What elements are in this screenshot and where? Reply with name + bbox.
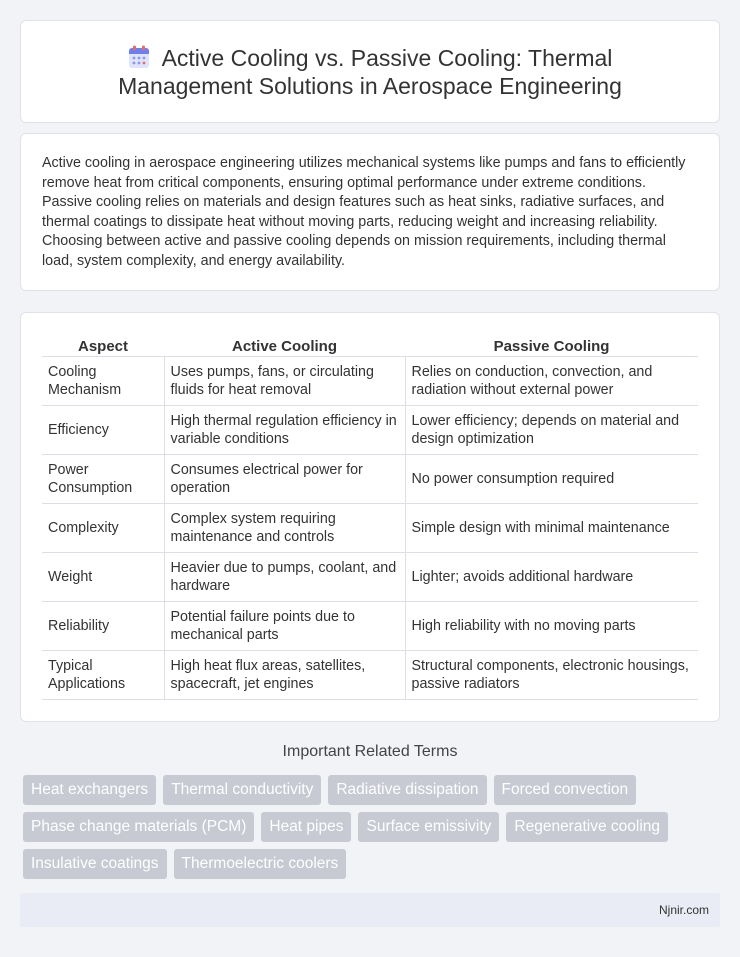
related-term-tag[interactable]: Phase change materials (PCM) bbox=[23, 812, 254, 842]
table-cell-active: Potential failure points due to mechanical parts bbox=[164, 601, 405, 650]
table-row bbox=[42, 503, 698, 552]
related-term-tag[interactable]: Thermal conductivity bbox=[163, 775, 321, 805]
table-header-row bbox=[42, 333, 698, 356]
table-cell-aspect: Complexity bbox=[42, 503, 164, 552]
related-term-tag[interactable]: Regenerative cooling bbox=[506, 812, 668, 842]
table-row bbox=[42, 650, 698, 699]
related-terms-list bbox=[23, 775, 723, 879]
table-cell-passive: High reliability with no moving parts bbox=[405, 601, 698, 650]
table-cell-active: Uses pumps, fans, or circulating fluids for heat removal bbox=[164, 356, 405, 405]
related-term-tag[interactable]: Forced convection bbox=[494, 775, 637, 805]
table-cell-aspect: Power Consumption bbox=[42, 454, 164, 503]
table-cell-aspect: Cooling Mechanism bbox=[42, 356, 164, 405]
intro-card bbox=[20, 133, 720, 291]
table-cell-passive: Relies on conduction, convection, and radiation without external power bbox=[405, 356, 698, 405]
table-row bbox=[42, 356, 698, 405]
related-term-tag[interactable]: Heat exchangers bbox=[23, 775, 156, 805]
table-cell-active: High thermal regulation efficiency in variable conditions bbox=[164, 405, 405, 454]
table-cell-passive: Structural components, electronic housings, passive radiators bbox=[405, 650, 698, 699]
table-cell-passive: No power consumption required bbox=[405, 454, 698, 503]
intro-paragraph: Active cooling in aerospace engineering utilizes mechanical systems like pumps and fans to efficiently remove heat from critical components, ensuring optimal performance under extreme conditions. Passive cooling relies on materials and design features such as heat sinks, radiative surfaces, and thermal coatings to dissipate heat without moving parts, reducing weight and increasing reliability. Choosing between active and passive cooling depends on mission requirements, including thermal load, system complexity, and energy availability. bbox=[42, 155, 686, 269]
column-header-aspect: Aspect bbox=[42, 333, 164, 356]
header-card bbox=[20, 20, 720, 123]
calendar-icon bbox=[128, 45, 150, 69]
table-cell-passive: Simple design with minimal maintenance bbox=[405, 503, 698, 552]
table-row bbox=[42, 405, 698, 454]
table-row bbox=[42, 454, 698, 503]
footer bbox=[20, 893, 720, 927]
table-cell-active: Consumes electrical power for operation bbox=[164, 454, 405, 503]
table-cell-aspect: Weight bbox=[42, 552, 164, 601]
related-term-tag[interactable]: Radiative dissipation bbox=[328, 775, 486, 805]
comparison-table bbox=[42, 333, 698, 700]
footer-site-name[interactable]: Njnir.com bbox=[658, 903, 709, 917]
related-terms-heading: Important Related Terms bbox=[282, 743, 458, 760]
table-cell-aspect: Reliability bbox=[42, 601, 164, 650]
table-row bbox=[42, 552, 698, 601]
page-title-text: Active Cooling vs. Passive Cooling: Thermal Management Solutions in Aerospace Engineering bbox=[118, 44, 622, 99]
table-cell-active: Heavier due to pumps, coolant, and hardware bbox=[164, 552, 405, 601]
related-term-tag[interactable]: Insulative coatings bbox=[23, 849, 167, 879]
table-cell-passive: Lower efficiency; depends on material and design optimization bbox=[405, 405, 698, 454]
related-term-tag[interactable]: Surface emissivity bbox=[358, 812, 499, 842]
comparison-table-card bbox=[20, 312, 720, 722]
column-header-passive-cooling: Passive Cooling bbox=[405, 333, 698, 356]
page-title bbox=[61, 44, 679, 100]
related-term-tag[interactable]: Thermoelectric coolers bbox=[174, 849, 347, 879]
table-cell-aspect: Typical Applications bbox=[42, 650, 164, 699]
table-cell-active: High heat flux areas, satellites, spacecraft, jet engines bbox=[164, 650, 405, 699]
table-cell-active: Complex system requiring maintenance and controls bbox=[164, 503, 405, 552]
table-cell-aspect: Efficiency bbox=[42, 405, 164, 454]
table-cell-passive: Lighter; avoids additional hardware bbox=[405, 552, 698, 601]
related-term-tag[interactable]: Heat pipes bbox=[261, 812, 351, 842]
table-row bbox=[42, 601, 698, 650]
column-header-active-cooling: Active Cooling bbox=[164, 333, 405, 356]
